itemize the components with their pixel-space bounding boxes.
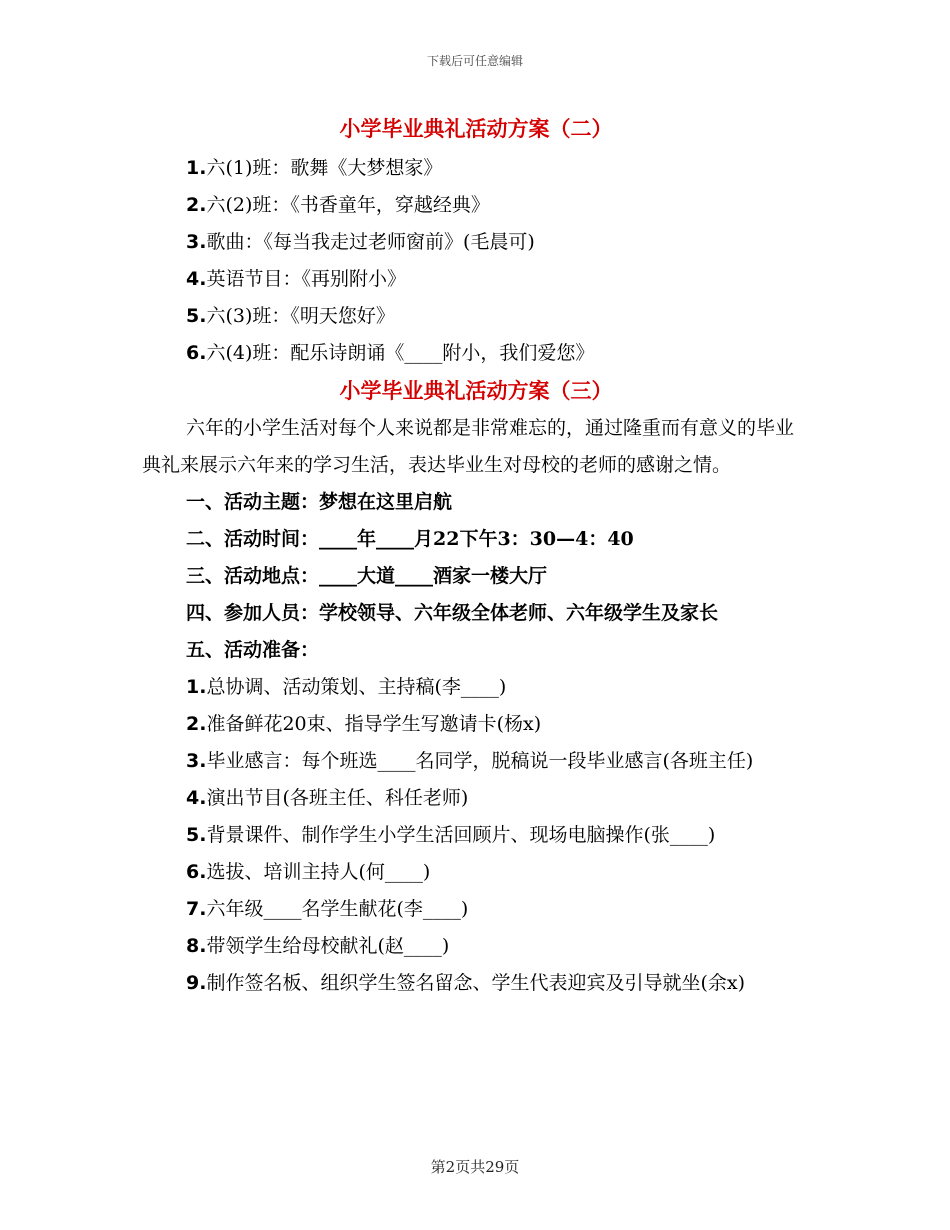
program-item: 2.六(2)班：《书香童年，穿越经典》 [186,194,490,216]
prep-item: 4.演出节目(各班主任、科任老师) [186,787,469,809]
heading-location: 三、活动地点：____大道____酒家一楼大厅 [186,565,548,587]
program-item: 3.歌曲：《每当我走过老师窗前》(毛晨可) [186,231,535,253]
section-title-2: 小学毕业典礼活动方案（二） [339,116,613,141]
heading-time: 二、活动时间：____年____月22下午3：30—4：40 [186,528,634,550]
section-title-3: 小学毕业典礼活动方案（三） [339,378,613,403]
prep-item: 2.准备鲜花20束、指导学生写邀请卡(杨x) [186,713,542,735]
page-footer: 第2页共29页 [430,1158,520,1176]
heading-theme: 一、活动主题：梦想在这里启航 [186,491,453,513]
prep-item: 7.六年级____名学生献花(李____) [186,898,469,920]
prep-item: 9.制作签名板、组织学生签名留念、学生代表迎宾及引导就坐(余x) [186,972,745,994]
prep-item: 8.带领学生给母校献礼(赵____) [186,935,450,957]
page-header: 下载后可任意编辑 [426,54,523,68]
prep-item: 5.背景课件、制作学生小学生活回顾片、现场电脑操作(张____) [186,824,716,846]
program-item: 1.六(1)班：歌舞《大梦想家》 [186,157,443,179]
program-item: 6.六(4)班：配乐诗朗诵《____附小，我们爱您》 [186,342,595,364]
heading-participants: 四、参加人员：学校领导、六年级全体老师、六年级学生及家长 [186,602,719,624]
intro-paragraph: 六年的小学生活对每个人来说都是非常难忘的，通过隆重而有意义的毕业典礼来展示六年来的学习生活，表达毕业生对母校的老师的感谢之情。 [142,417,795,476]
heading-preparation: 五、活动准备： [186,639,320,661]
prep-item: 1.总协调、活动策划、主持稿(李____) [186,676,507,698]
program-item: 5.六(3)班：《明天您好》 [186,305,395,327]
program-item: 4.英语节目：《再别附小》 [186,268,406,290]
document-body [142,112,810,1002]
prep-item: 6.选拔、培训主持人(何____) [186,861,431,883]
prep-item: 3.毕业感言：每个班选____名同学，脱稿说一段毕业感言(各班主任) [186,750,754,772]
